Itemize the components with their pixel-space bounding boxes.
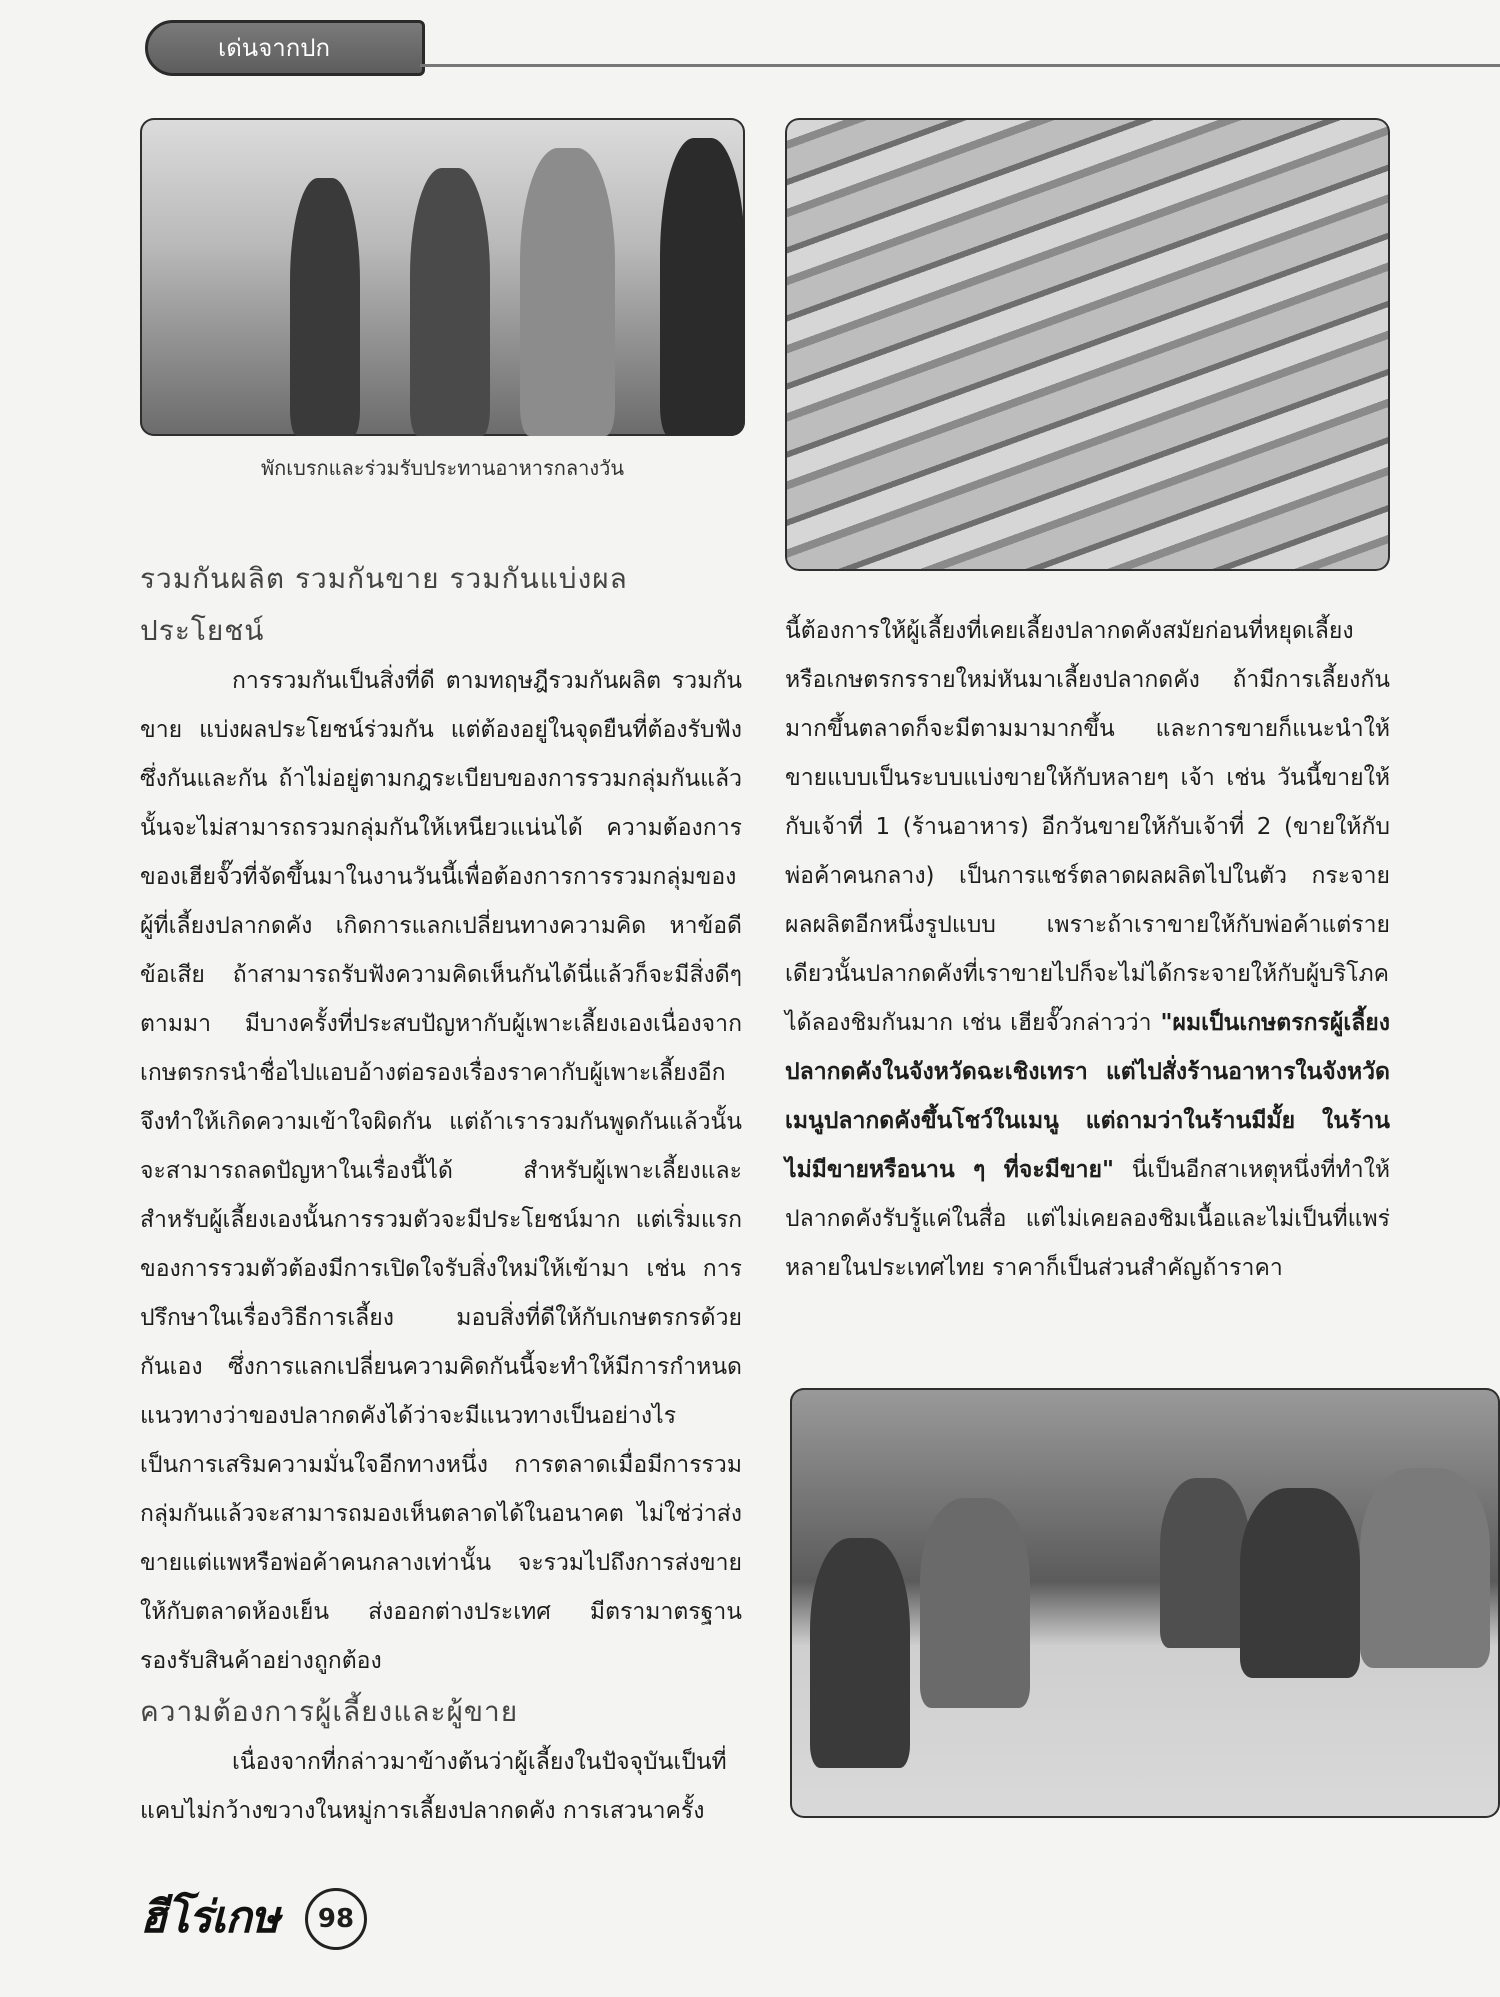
section-label: เด่นจากปก [218,34,331,62]
catfish-photo [785,118,1390,571]
photo-person [810,1538,910,1768]
photo-person [1360,1468,1490,1668]
event-photo [140,118,745,436]
magazine-logo [140,1888,300,1948]
article-paragraph: การรวมกันเป็นสิ่งที่ดี ตามทฤษฎีรวมกันผลิต รวมกันขาย แบ่งผลประโยชน์ร่วมกัน แต่ต้องอยู่ในจุดยืนที่ต้องรับฟังซึ่งกันและกัน ถ้าไม่อยู่ตามกฎระเบียบของการรวมกลุ่มกันแล้วนั้นจะไม่สามารถรวมกลุ่มกันให้เหนียวแน่นได้ ความต้องการของเฮียจั๊วที่จัดขึ้นมาในงานวันนี้เพื่อต้องการการรวมกลุ่มของผู้ที่เลี้ยงปลากดคัง เกิดการแลกเปลี่ยนทางความคิด หาข้อดี ข้อเสีย ถ้าสามารถรับฟังความคิดเห็นกันได้นี่แล้วก็จะมีสิ่งดีๆ ตามมา มีบางครั้งที่ประสบปัญหากับผู้เพาะเลี้ยงเองเนื่องจากเกษตรกรนำชื่อไปแอบอ้างต่อรองเรื่องราคากับผู้เพาะเลี้ยงอีก จึงทำให้เกิดความเข้าใจผิดกัน แต่ถ้าเรารวมกันพูดกันแล้วนั้นจะสามารถลดปัญหาในเรื่องนี้ได้ สำหรับผู้เพาะเลี้ยงและสำหรับผู้เลี้ยงเองนั้นการรวมตัวจะมีประโยชน์มาก แต่เริ่มแรกของการรวมตัวต้องมีการเปิดใจรับสิ่งใหม่ให้เข้ามา เช่น การปรึกษาในเรื่องวิธีการเลี้ยง มอบสิ่งที่ดีให้กับเกษตรกรด้วยกันเอง ซึ่งการแลกเปลี่ยนความคิดกันนี้จะทำให้มีการกำหนดแนวทางว่าของปลากดคังได้ว่าจะมีแนวทางเป็นอย่างไร เป็นการเสริมความมั่นใจอีกทางหนึ่ง การตลาดเมื่อมีการรวมกลุ่มกันแล้วจะสามารถมองเห็นตลาดได้ในอนาคต ไม่ใช่ว่าส่งขายแต่แพหรือพ่อค้าคนกลางเท่านั้น จะรวมไปถึงการส่งขายให้กับตลาดห้องเย็น ส่งออกต่างประเทศ มีตรามาตรฐานรองรับสินค้าอย่างถูกต้อง [140,668,742,1674]
photo-person [410,168,490,436]
section-tab [145,20,425,76]
event-photo-caption: พักเบรกและร่วมรับประทานอาหารกลางวัน [260,456,625,480]
photo-person [660,138,745,436]
photo-person [920,1498,1030,1708]
article-left-column [140,553,742,1836]
paragraph-text: นี้ต้องการให้ผู้เลี้ยงที่เคยเลี้ยงปลากดคังสมัยก่อนที่หยุดเลี้ยงหรือเกษตรกรรายใหม่หันมาเลี้ยงปลากดคัง ถ้ามีการเลี้ยงกันมากขึ้นตลาดก็จะมีตามมามากขึ้น และการขายก็แนะนำให้ขายแบบเป็นระบบแบ่งขายให้กับหลายๆ เจ้า เช่น วันนี้ขายให้กับเจ้าที่ 1 (ร้านอาหาร) อีกวันขายให้กับเจ้าที่ 2 (ขายให้กับพ่อค้าคนกลาง) เป็นการแชร์ตลาดผลผลิตไปในตัว กระจายผลผลิตอีกหนึ่งรูปแบบ เพราะถ้าเราขายให้กับพ่อค้าแต่รายเดียวนั้นปลากดคังที่เราขายไปก็จะไม่ได้กระจายให้กับผู้บริโภคได้ลองชิมกันมาก เช่น เฮียจั๊วกล่าวว่า [785,618,1390,1036]
logo-text: ฮีโร่เกษ [140,1892,279,1943]
photo-person [1240,1488,1360,1678]
section-heading: รวมกันผลิต รวมกันขาย รวมกันแบ่งผลประโยชน์ [140,562,628,647]
page-number: 98 [305,1888,367,1950]
photo-person [520,148,615,436]
article-right-column [785,607,1390,1293]
article-paragraph: เนื่องจากที่กล่าวมาข้างต้นว่าผู้เลี้ยงในปัจจุบันเป็นที่แคบไม่กว้างขวางในหมู่การเลี้ยงปลากดคัง การเสวนาครั้ง [140,1749,727,1824]
pull-quote: "ผมเป็นเกษตรกรผู้เลี้ยงปลากดคังในจังหวัดฉะเชิงเทรา แต่ไปสั่งร้านอาหารในจังหวัด เมนูปลากดคังขึ้นโชว์ในเมนู แต่ถามว่าในร้านมีมั้ย ในร้านไม่มีขายหรือนาน ๆ ที่จะมีขาย" [785,1010,1391,1183]
article-paragraph [785,607,1390,1293]
paragraph-text: นี่เป็นอีกสาเหตุหนึ่งที่ทำให้ปลากดคังรับรู้แค่ในสื่อ แต่ไม่เคยลองชิมเนื้อและไม่เป็นที่แพร่หลายในประเทศไทย ราคาก็เป็นส่วนสำคัญถ้าราคา [785,1157,1391,1281]
section-heading: ความต้องการผู้เลี้ยงและผู้ขาย [140,1695,519,1728]
photo-person [290,178,360,436]
photo-person [1160,1478,1250,1648]
meeting-photo [790,1388,1500,1818]
header-rule [420,64,1500,67]
